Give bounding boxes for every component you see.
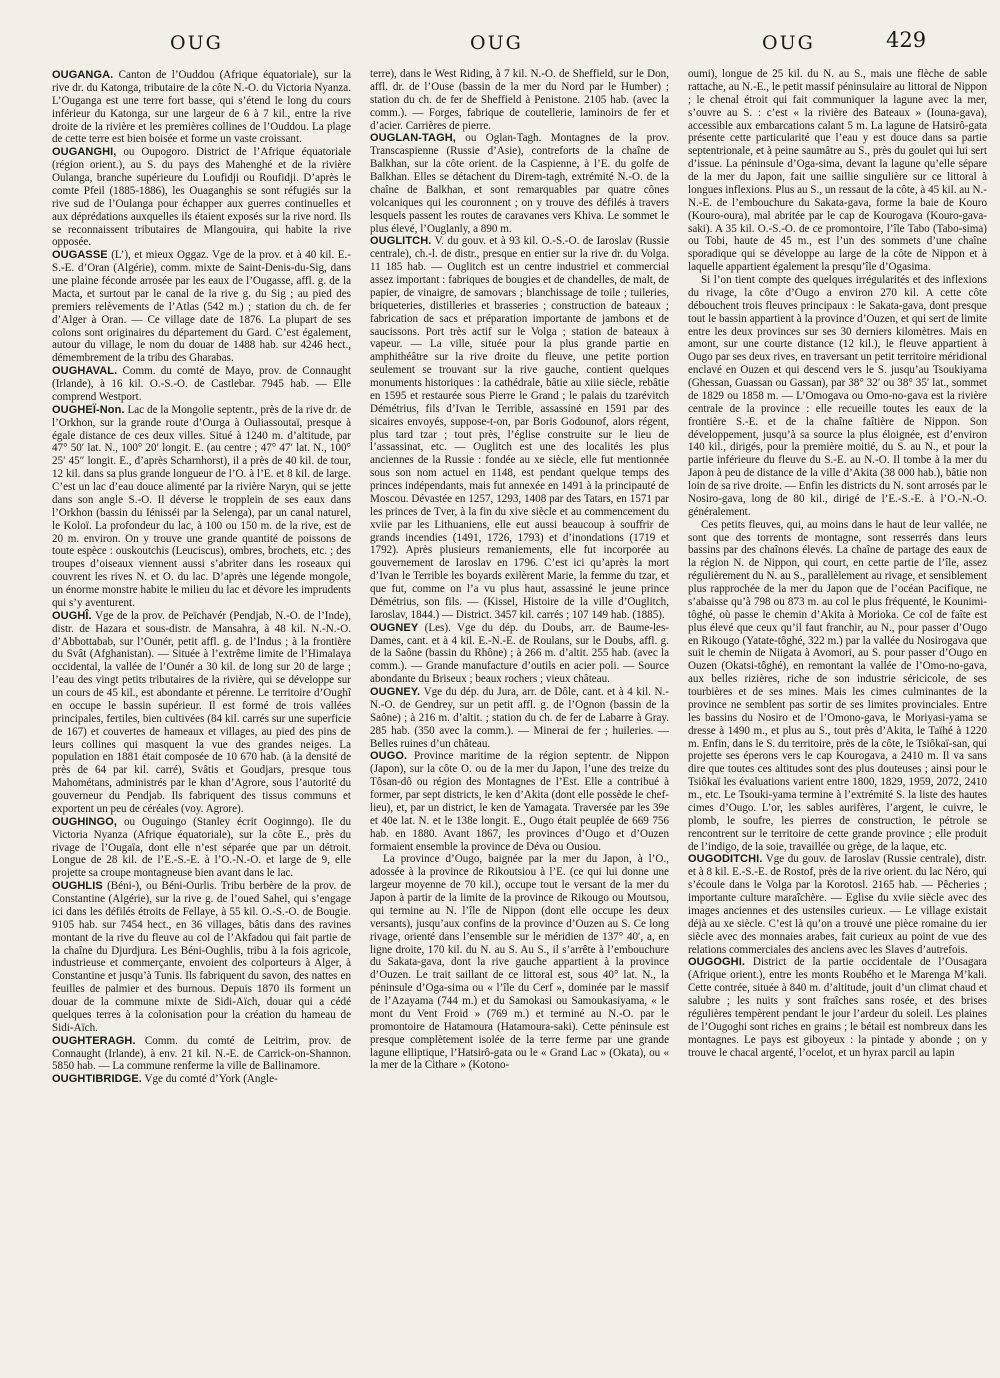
text-columns: [52, 68, 987, 1368]
dictionary-entry: [52, 68, 351, 146]
entry-body: (Les). Vge du dép. du Doubs, arr. de Baume-les-Dames, cant. et à 4 kil. E.-N.-E. de Roulans, sur le Doubs, affl. g. de la Saône (bassin du Rhône) ; à 266 m. d’altit. 255 hab. (avec la comm.). — Grande manufacture d’outils en acier poli. — Source abondante du Briseux ; beaux rochers ; vieux château.: [370, 621, 669, 686]
entry-body: Canton de l’Ouddou (Afrique équatoriale), sur la rive dr. du Katonga, tributaire de la côte N.-O. du Victoria Nyanza. L’Ouganga est une terre fort basse, qui s’étend le long du cours inférieur du Katonga, sur une largeur de 6 à 7 kil., entre la rive droite de la rivière et les premières collines de l’Ouddou. La plage de cette terre est bien boisée et forme un vaste croissant.: [52, 69, 351, 146]
entry-body: Lac de la Mongolie septentr., près de la rive dr. de l’Orkhon, sur la grande route d’Ourga à Ouliassoutaï, presque à égale distance de ces deux villes. Situé à 1240 m. d’altitude, par 47° 50′ lat. N., 100° 20′ longit. E. (au centre ; 47° 47′ lat. N., 100° 25′ 45″ longit. E., d’après Scharnhorst), il a près de 40 kil. de tour, 12 kil. dans sa plus grande longueur de l’O. à l’E. et 8 kil. de large. C’est un lac d’eau douce alimenté par la rivière Naryn, qui se jette dans son angle S.-O. Il déverse le tropplein de ses eaux dans l’Orkhon (bassin du Iénisséi par la Selenga), par un canal naturel, le Koloï. La profondeur du lac, à 100 ou 150 m. de la rive, est de 20 m. environ. On y trouve une grande quantité de poissons de toute espèce : ouskoutchis (Leuciscus), ombres, brochets, etc. ; des troupes d’oiseaux viennent aussi s’abriter dans les roseaux qui couvrent les rives N. et O. du lac. D’après une légende mongole, un énorme monstre habite le milieu du lac et dévore les imprudents qui s’y aventurent.: [52, 403, 351, 609]
page-number: 429: [886, 28, 927, 52]
entry-body: ou Oglan-Tagh. Montagnes de la prov. Transcaspienne (Russie d’Asie), contreforts de la chaîne de Balkhan, sur la côte orient. de la Caspienne, à l’E. du golfe de Balkhan. Elles se détachent du Direm-tagh, extrémité N.-O. de la chaîne de Balkhan, et sont remarquables par quatre cônes volcaniques qui les couronnent ; on y trouve des défilés à travers lesquels passent les routes de caravanes vers Khiva. Le sommet le plus élevé, l’Ouglanly, a 890 m.: [370, 132, 669, 235]
entry-body: (Béni-), ou Béni-Ourlis. Tribu berbère de la prov. de Constantine (Algérie), sur la rive g. de l’oued Sahel, qui s’engage ici dans les défilés étroits de Fellaye, à 55 kil. O.-S.-O. de Bougie. 9105 hab. sur 7454 hect., en 36 villages, bâtis dans des ravines montant de la rive du fleuve au col de l’Akfadou qui fait partie de la chaîne du Djurdjura. Les Béni-Oughlis, tribu à la fois agricole, industrieuse et commerçante, envoient des colporteurs à Alger, à Constantine et jusqu’à Tunis. Ils fabriquent du savon, des nattes en feuilles de palmier et des burnous. Depuis 1870 ils forment un douar de la commune mixte de Sidi-Aïch, douar qui a cédé quelques terres à la colonisation pour la création du hameau de Sidi-Aïch.: [52, 880, 351, 1034]
dictionary-entry: [370, 686, 669, 750]
entry-body: V. du gouv. et à 93 kil. O.-S.-O. de Iaroslav (Russie centrale), ch.-l. de distr., presque en entier sur la rive dr. du Volga. 11 185 hab. — Ouglitch est un centre industriel et commercial assez important : fabriques de bougies et de chandelles, de malt, de papier, de vinaigre, de samovars ; blanchissage de toile ; tuileries, briqueteries, distilleries et brasseries ; construction de bateaux ; fabrication de sacs et préparation importante de jambons et de saucissons. Port très actif sur le Volga ; station de bateaux à vapeur. — La ville, située pour la plus grande partie en amphithéâtre sur la rive droite du fleuve, une petite portion seulement se trouvant sur la rive gauche, contient quelques monuments historiques : la cathédrale, bâtie au xiiie siècle, rebâtie en 1595 et restaurée sous Pierre le Grand ; le palais du tzarévitch Démétrius, fils d’Ivan le Terrible, assassiné en 1591 par des sicaires envoyés, suppose-t-on, par Boris Godounof, alors régent, plus tard tzar ; tout près, l’église construite sur le lieu de l’assassinat, etc. — Ouglitch est une des localités les plus anciennes de la Russie : fondée au xe siècle, elle fut mentionnée sous son nom actuel en 1148, est pendant quelque temps des princes indépendants, mais fut annexée en 1491 à la principauté de Moscou. Dévastée en 1257, 1293, 1408 par des Tatars, en 1571 par les princes de Tver, à la fin du xive siècle et au commencement du xviie par les Lithuaniens, elle eut aussi beaucoup à souffrir de grands incendies (1491, 1726, 1793) et d’inondations (1719 et 1792). Après plusieurs remaniements, elle fut incorporée au gouvernement de Iaroslav en 1796. C’est ici qu’après la mort d’Ivan le Terrible les boyards exilèrent Marie, la femme du tzar, et que fut, comme on l’a vu plus haut, assassiné le jeune prince Démétrius, son fils. — (Kissel, Histoire de la ville d’Ouglitch, Iaroslav, 1844.) — District. 3457 kil. carrés ; 107 149 hab. (1885).: [370, 235, 669, 621]
entry-headword: OUGHTIBRIDGE.: [52, 1073, 142, 1086]
entry-headword: OUGO.: [370, 750, 408, 763]
dictionary-entry: [52, 404, 351, 610]
column-2: [370, 68, 669, 1368]
entry-body: Vge du gouv. de Iaroslav (Russie centrale), distr. et à 8 kil. E.-S.-E. de Rostof, près de la rive orient. du lac Néro, qui s’écoule dans le Volga par la Korotosl. 2165 hab. — Pêcheries ; importante culture maraîchère. — Eglise du xviie siècle avec des images anciennes et des ustensiles curieux. — Le village existait déjà au xe siècle. C’est là qu’on a trouvé une pièce romaine du ier siècle avec des monnaies arabes, fait curieux au point de vue des relations commerciales des anciens avec les Slaves d’autrefois.: [688, 853, 987, 956]
dictionary-entry: [52, 1073, 351, 1086]
entry-body: Ces petits fleuves, qui, au moins dans le haut de leur vallée, ne sont que des torrents de montagne, sont resserrés dans leurs bassins par des chaînons élevés. La chaîne de partage des eaux de la région N. de Nippon, qui court, en cette partie de l’île, assez régulièrement du N. au S., parallèlement au rivage, et sensiblement plus rapprochée de la mer du Japon que de l’océan Pacifique, ne s’abaisse qu’à 798 ou 873 m. au col le plus fréquenté, le Kounimi-tôghé, où passe le chemin d’Akita à Morioka. Ce col de faîte est plus élevé que ceux qu’il faut franchir, au N., pour passer d’Ougo en Rikougo (Yatate-tôghé, 322 m.) par la vallée du Nosirogava que suit le chemin de Niigata à Avomori, au S. pour passer d’Ougo en Ouzen (Okatsi-tôghé), en remontant la vallée de l’Omo-no-gava, aux belles rizières, riche de son industrie séricicole, de ses tourbières et de ses mines. Mais les cimes culminantes de la province ne semblent pas sortir de ses limites provinciales. Entre les bassins du Nosiro et de l’Omono-gava, le Moriyasi-yama se dresse à 1490 m., et plus au S., tout près d’Akita, le Taïhé à 1220 m. Enfin, dans le S. du territoire, près de la côte, le Tsiôkaï-san, qui projette ses éperons vers le cap Kourogava, a 2410 m. Il va sans dire que toutes ces altitudes sont des plus douteuses ; ainsi pour le Tsiôkaï les évaluations varient entre 1800, 1829, 1959, 2072, 2410 m., etc. Le Tsouki-yama termine à l’extrémité S. la liste des hautes cimes d’Ougo. L’or, les sables aurifères, l’argent, le cuivre, le plomb, le soufre, les pierres de construction, le pétrole se rencontrent sur le territoire de cette grande province ; elle produit de l’indigo, de la soie, travaillée ou grège, de la laque, etc.: [688, 518, 987, 853]
entry-body: Comm. du comté de Leitrim, prov. de Connaught (Irlande), à env. 21 kil. N.-E. de Carrick-on-Shannon. 5850 hab. — La commune renferme la ville de Ballinamore.: [52, 1034, 351, 1073]
dictionary-entry: [52, 880, 351, 1035]
dictionary-entry: [370, 750, 669, 853]
entry-body: Vge du comté d’York (Angle-: [141, 1073, 278, 1086]
dictionary-entry: [688, 274, 987, 519]
dictionary-entry: [370, 68, 669, 132]
entry-headword: OUGOGHI.: [688, 956, 746, 969]
column-3: [688, 68, 987, 1368]
entry-body: oumi), longue de 25 kil. du N. au S., mais une flèche de sable rattache, au N.-E., le petit massif péninsulaire au littoral de Nippon ; le chenal étroit qui fait communiquer la lagune avec la mer, s’ouvre au S. : c’est « la rivière des Bateaux » (Iouna-gava), accessible aux embarcations calant 5 m. La lagune de Hatsirô-gata présente cette particularité que l’eau y est douce dans sa partie septentrionale, et à peine saumâtre au S., près du goulet qui lui sert d’issue. La péninsule d’Oga-sima, devant la lagune qu’elle sépare de la mer du Japon, fait une saillie singulière sur ce littoral à longues inflexions. Plus au S., un ressaut de la côte, à 45 kil. au N.-N.-E. de l’embouchure du Sakata-gava, forme la baie de Kouro (Kouro-oura), mal abritée par le cap de Kourogava (Kouro-gava-saki). A 35 kil. O.-S.-O. de ce promontoire, l’île Tabo (Tabo-sima) ou Tobi, haute de 45 m., est l’un des sommets d’une chaîne sporadique qui se développe au large de la côte de Nippon et à laquelle appartient également la presqu’île d’Ogasima.: [688, 68, 987, 274]
running-header: [0, 28, 1000, 64]
entry-headword: OUGHÎ.: [52, 609, 92, 622]
entry-body: terre), dans le West Riding, à 7 kil. N.-O. de Sheffield, sur le Don, affl. dr. de l’Ouse (bassin de la mer du Nord par le Humber) ; station du ch. de fer de Sheffield à Penistone. 2105 hab. (avec la comm.). — Forges, fabrique de coutellerie, laminoirs de fer et d’acier. Carrières de pierre.: [370, 68, 669, 132]
entry-body: (L’), et mieux Oggaz. Vge de la prov. et à 40 kil. E.-S.-E. d’Oran (Algérie), comm. mixte de Saint-Denis-du-Sig, dans une plaine féconde arrosée par les eaux de l’Ougasse, affl. g. de la Macta, et surtout par le canal de la rive g. du Sig ; au pied des premiers relèvements de l’Atlas (542 m.) ; station du ch. de fer d’Alger à Oran. — Ce village date de 1876. La plupart de ses colons sont originaires du département du Gard. C’est également, autour du village, le nom du douar de 1488 hab. sur 4246 hect., démembrement de la tribu des Gharabas.: [52, 249, 351, 365]
dictionary-entry: [688, 956, 987, 1059]
dictionary-entry: [52, 249, 351, 365]
entry-headword: OUGANGA.: [52, 69, 114, 81]
dictionary-entry: [688, 853, 987, 956]
entry-headword: OUGNEY.: [370, 686, 421, 698]
dictionary-entry: [52, 610, 351, 816]
header-guide-word-center: OUG: [470, 32, 523, 54]
entry-headword: OUGHINGO,: [52, 815, 118, 828]
entry-body: Province maritime de la région septentr. de Nippon (Japon), sur la côte O. ou de la mer du Japon, l’une des treize du Tôsan-dô ou région des Montagnes de l’Est. Elle a contribué à former, par sept districts, le ken d’Akita (dont elle possède le chef-lieu), et, par un district, le ken de Yamagata. Traversée par les 39e et 40e lat. N. et le 138e longit. E., Ougo était peuplée de 669 756 hab. en 1880. Avant 1867, les provinces d’Ougo et d’Ouzen formaient ensemble la province de Déva ou Ousiou.: [370, 750, 669, 853]
entry-headword: OUGLAN-TAGH,: [370, 132, 456, 145]
dictionary-entry: [370, 853, 669, 1072]
entry-body: Comm. du comté de Mayo, prov. de Connaught (Irlande), à 16 kil. O.-S.-O. de Castlebar. 7945 hab. — Elle comprend Westport.: [52, 365, 351, 403]
entry-body: ou Oupogoro. District de l’Afrique équatoriale (région orient.), au S. du pays des Mahenghé et de la rivière Oulanga, branche supérieure du Loufidji ou Roufidji. D’après le comte Pfeil (1885-1886), les Ouaganghis se sont réfugiés sur la rive sud de l’Oulanga pour échapper aux guerres continuelles et aux déprédations auxquelles ils étaient exposés sur la rive nord. Ils se reconnaissent tributaires de Mlangouira, qui habite la rive opposée.: [52, 146, 351, 249]
header-guide-word-left: OUG: [170, 32, 223, 54]
dictionary-entry: [52, 816, 351, 880]
dictionary-entry: [688, 519, 987, 854]
dictionary-entry: [370, 132, 669, 235]
dictionary-entry: [688, 68, 987, 274]
entry-body: District de la partie occidentale de l’Ousagara (Afrique orient.), entre les monts Roubého et le Marenga M’kali. Cette contrée, située à 840 m. d’altitude, jouit d’un climat chaud et salubre ; les nuits y sont fraîches sans rosée, et des brises régulières tempèrent pendant le jour l’ardeur du soleil. Les plaines de l’Ougoghi sont riches en grains ; le bétail est nombreux dans les montagnes. Le pays est giboyeux : la pintade y abonde ; on y trouve le chacal argenté, l’ocelot, et un hyrax parcil au lapin: [688, 956, 987, 1059]
entry-body: Vge de la prov. de Peïchavér (Pendjab, N.-O. de l’Inde), distr. de Hazara et sous-distr. de Mansahra, à 48 kil. N.-N.-O. d’Abbottabab, sur l’Ounér, petit affl. g. de l’Indus ; à la frontière du Svât (Afghanistan). — Située à l’extrême limite de l’Himalaya occidental, la vallée de l’Ounér a 30 kil. de long sur 20 de large ; l’eau des vingt petits tributaires de la rivière, qui se développe sur un cours de 45 kil., est abondante et pérenne. Le territoire d’Oughî en occupe le bassin supérieur. Il est formé de trois vallées principales, fertiles, bien cultivées (84 kil. carrés sur une superficie de 167) et couvertes de hameaux et villages, au pied des pins de leurs collines qui masquent la vue des grandes neiges. La population en 1881 était composée de 10 670 hab. (à la densité de près de 64 par kil. carré), Svâtis et Goudjars, presque tous Mahométans, administrés par le khan d’Agrore, sous l’autorité du gouverneur du Pendjab. Ils fabriquent des tissus communs et exportent un peu de céréales (voy. Agrore).: [52, 609, 351, 815]
column-1: [52, 68, 351, 1368]
entry-headword: OUGASSE: [52, 249, 108, 262]
entry-headword: OUGODITCHI.: [688, 853, 763, 866]
entry-body: La province d’Ougo, baignée par la mer du Japon, à l’O., adossée à la province de Rikoutsiou à l’E. (ce qui lui donne une largeur moyenne de 70 kil.), occupe tout le versant de la mer du Japon à partir de la limite de la province de Rikougo ou Moutsou, qui termine au N. l’île de Nippon (dont elle occupe les deux versants), jusqu’aux confins de la province d’Ouzen au S. Ce long rivage, orienté dans l’ensemble sur le méridien de 137° 40′, a, en ligne droite, 170 kil. du N. au S. Au S., il s’arrête à l’embouchure du Sakata-gava, dont la rive gauche appartient à la province d’Ouzen. Le trait saillant de ce littoral est, sous 40° lat. N., la péninsule d’Oga-sima ou « l’île du Cerf », dominée par le massif de l’Azayama (744 m.) et du Samokasi ou Samoukasiyama, « le mont du Vent Froid » (769 m.) et terminé au N.-O. par le promontoire de Hatamoura (Hatamoura-saki). Cette péninsule est presque complètement isolée de la terre ferme par une grande lagune elliptique, l’Hatsirô-gata ou le « Grand Lac » (Okata), ou « la mer de la Cithare » (Kotono-: [370, 853, 669, 1072]
dictionary-entry: [52, 1035, 351, 1074]
entry-headword: OUGHAVAL.: [52, 365, 118, 378]
dictionary-entry: [370, 235, 669, 621]
entry-body: Si l’on tient compte des quelques irrégularités et des inflexions du rivage, la côte d’Ougo a environ 270 kil. A cette côte débouchent trois fleuves principaux : le Sakata-gava, dont presque tout le bassin appartient à la province d’Ouzen, et qui sert de limite entre les deux provinces sur ses 30 derniers kilomètres. Mais en amont, sur une courte distance (12 kil.), le fleuve appartient à Ougo par ses deux rives, en traversant un petit territoire méridional enclavé en Ouzen et qui descend vers le S. jusqu’au Tsoukiyama (Ghessan, Guassan ou Gassan), par 38° 32′ ou 38° 35′ lat., sommet de 1829 ou 1858 m. — L’Omogava ou Omo-no-gava est la rivière centrale de la province : elle recueille toutes les eaux de la frontière S.-E. et de la chaîne faîtière de Nippon. Son développement, jusqu’à sa source la plus éloignée, est d’environ 140 kil., dirigés, pour la première moitié, du S. au N., et pour la partie inférieure du fleuve du S.-E. au N.-O. Il tombe à la mer du Japon à peu de distance de la ville d’Akita (38 000 hab.), bâtie non loin de sa rive droite. — Enfin les districts du N. sont arrosés par le Nosiro-gava, long de 80 kil., dirigé de l’E.-S.-E. à l’O.-N.-O. généralement.: [688, 274, 987, 518]
entry-headword: OUGLITCH.: [370, 235, 432, 248]
header-guide-word-right: OUG: [762, 32, 815, 54]
dictionary-entry: [52, 365, 351, 404]
entry-body: ou Ouguingo (Stanley écrit Ooginngo). Ile du Victoria Nyanza (Afrique équatoriale), sur la côte E., près du rivage de l’Ougaïa, dont elle n’est séparée que par un détroit. Longue de 28 kil. de l’E.-S.-E. à l’O.-N.-O. et large de 9, elle projette sa croupe montagneuse bien avant dans le lac.: [52, 815, 351, 880]
entry-headword: OUGHEÏ-Non.: [52, 403, 125, 416]
entry-headword: OUGHTERAGH.: [52, 1034, 136, 1047]
dictionary-entry: [52, 146, 351, 249]
entry-headword: OUGHLIS: [52, 880, 103, 893]
dictionary-entry: [370, 622, 669, 686]
entry-headword: OUGNEY: [370, 621, 419, 634]
entry-body: Vge du dép. du Jura, arr. de Dôle, cant. et à 4 kil. N.-N.-O. de Gendrey, sur un petit affl. g. de l’Ognon (bassin de la Saône) ; à 216 m. d’altit. ; station du ch. de fer de Labarre à Gray. 285 hab. (350 avec la comm.). — Minerai de fer ; huileries. — Belles ruines d’un château.: [370, 686, 669, 750]
entry-headword: OUGANGHI,: [52, 146, 117, 159]
